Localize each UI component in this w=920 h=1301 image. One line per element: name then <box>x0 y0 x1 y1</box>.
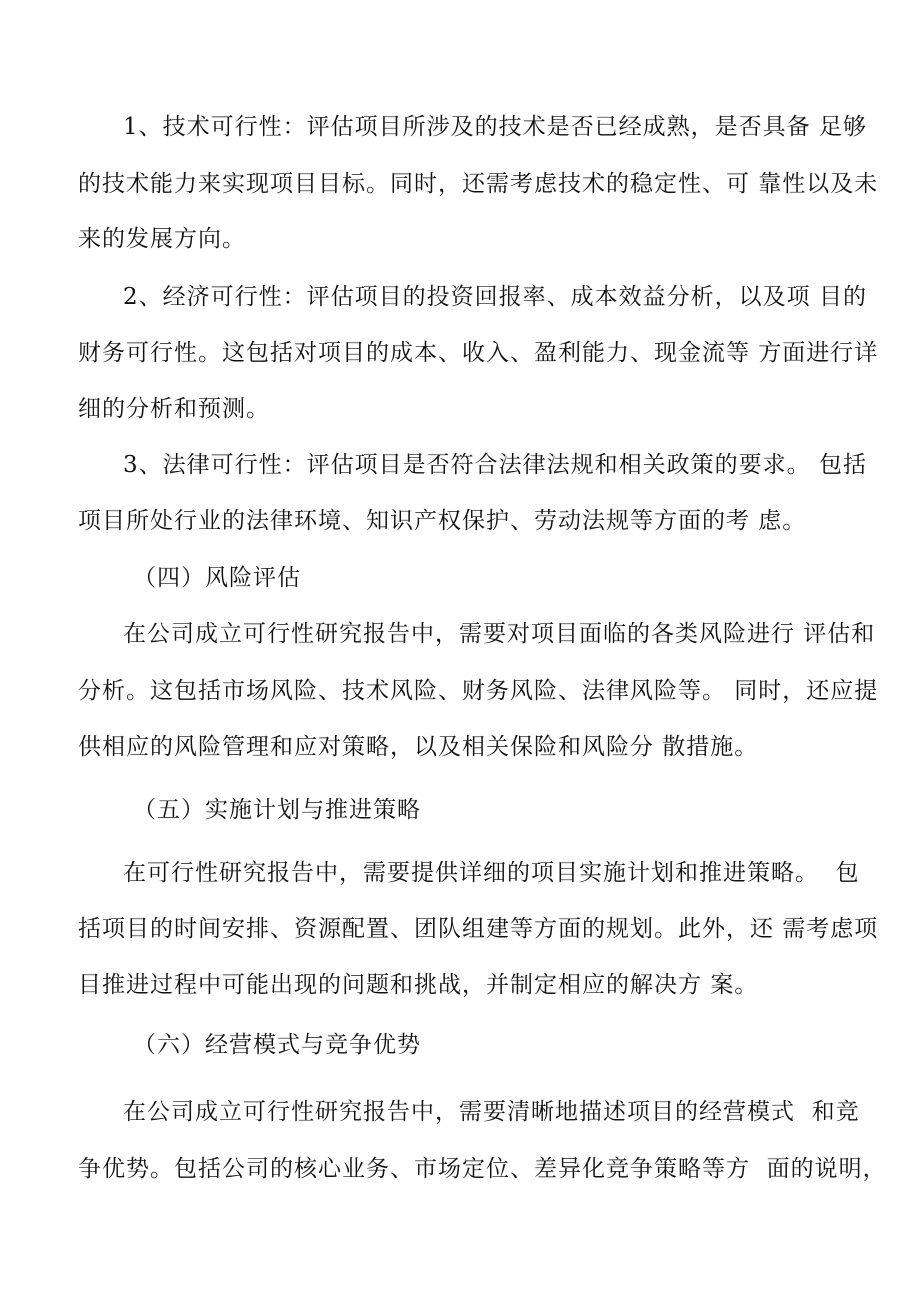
section-heading-implementation: （五）实施计划与推进策略 <box>133 797 421 823</box>
business-paragraph-line-2: 争优势。包括公司的核心业务、市场定位、差异化竞争策略等方 面的说明， <box>78 1156 887 1182</box>
paragraph-1-line-3: 来的发展方向。 <box>78 226 246 252</box>
implementation-paragraph-line-2: 括项目的时间安排、资源配置、团队组建等方面的规划。此外，还 需考虑项 <box>78 916 879 942</box>
paragraph-3-line-1: 3、法律可行性：评估项目是否符合法律法规和相关政策的要求。 包括 <box>123 452 867 478</box>
implementation-paragraph-line-1: 在可行性研究报告中，需要提供详细的项目实施计划和推进策略。 包 <box>123 860 860 886</box>
implementation-paragraph-line-3: 目推进过程中可能出现的问题和挑战，并制定相应的解决方 案。 <box>78 972 759 998</box>
section-heading-risk: （四）风险评估 <box>133 565 301 591</box>
paragraph-3-line-2: 项目所处行业的法律环境、知识产权保护、劳动法规等方面的考 虑。 <box>78 508 807 534</box>
business-paragraph-line-1: 在公司成立可行性研究报告中，需要清晰地描述项目的经营模式 和竞 <box>123 1099 860 1125</box>
paragraph-2-line-3: 细的分析和预测。 <box>78 396 270 422</box>
risk-paragraph-line-2: 分析。这包括市场风险、技术风险、财务风险、法律风险等。 同时，还应提 <box>78 678 879 704</box>
risk-paragraph-line-3: 供相应的风险管理和应对策略，以及相关保险和风险分 散措施。 <box>78 734 759 760</box>
paragraph-1-line-2: 的技术能力来实现项目目标。同时，还需考虑技术的稳定性、可 靠性以及未 <box>78 171 879 197</box>
paragraph-1-line-1: 1、技术可行性：评估项目所涉及的技术是否已经成熟，是否具备 足够 <box>123 114 867 140</box>
paragraph-2-line-1: 2、经济可行性：评估项目的投资回报率、成本效益分析，以及项 目的 <box>123 284 867 310</box>
paragraph-2-line-2: 财务可行性。这包括对项目的成本、收入、盈利能力、现金流等 方面进行详 <box>78 340 879 366</box>
risk-paragraph-line-1: 在公司成立可行性研究报告中，需要对项目面临的各类风险进行 评估和 <box>123 621 876 647</box>
section-heading-business-model: （六）经营模式与竞争优势 <box>133 1032 421 1058</box>
